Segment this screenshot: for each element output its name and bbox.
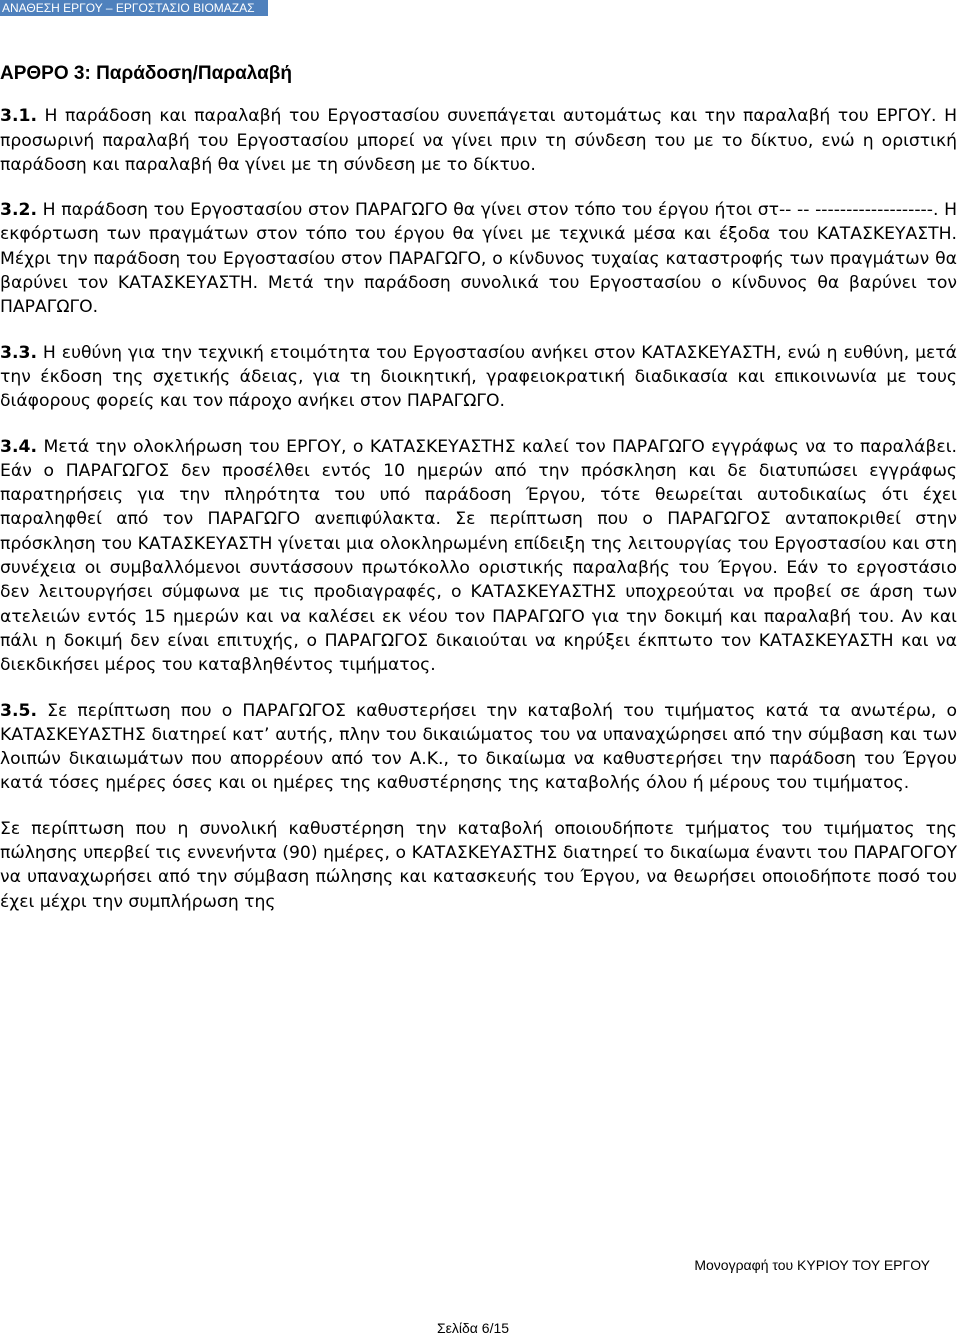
section-3-4 xyxy=(0,435,957,678)
section-text: Σε περίπτωση που ο ΠΑΡΑΓΩΓΟΣ καθυστερήσει την καταβολή του τιμήματος κατά τα ανωτέρω, ο ΚΑΤΑΣΚΕΥΑΣΤΗΣ διατηρεί κατ’ αυτής, πλην του δικαιώματος του να υπαναχώρησει από την σύμβαση και των λοιπών δικαιωμάτων που απορρέουν από τον Α.Κ., το δικαίωμα να καθυστερήσει την παράδοση του Έργου κατά τόσες ημέρες όσες και οι ημέρες της καθυστέρησης της καταβολής όλου ή μέρους του τιμήματος. xyxy=(0,700,957,794)
footer-signature-note: Μονογραφή του ΚΥΡΙΟΥ ΤΟΥ ΕΡΓΟΥ xyxy=(694,1257,930,1273)
section-number: 3.4. xyxy=(0,436,37,457)
section-number: 3.3. xyxy=(0,342,37,363)
page-number: Σελίδα 6/15 xyxy=(437,1320,510,1336)
article-title: ΑΡΘΡΟ 3: Παράδοση/Παραλαβή xyxy=(0,63,292,84)
section-text: Η παράδοση του Εργοστασίου στον ΠΑΡΑΓΩΓΟ θα γίνει στον τόπο του έργου ήτοι στ-- -- -------------------. Η εκφόρτωση των πραγμάτων στον τόπο του έργου θα γίνει με τεχνικά μέσα και έξοδα του ΚΑΤΑΣΚΕΥΑΣΤΗ. Μέχρι την παράδοση του Εργοστασίου στον ΠΑΡΑΓΩΓΟ, ο κίνδυνος τυχαίας καταστροφής των πραγμάτων θα βαρύνει τον ΚΑΤΑΣΚΕΥΑΣΤΗ. Μετά την παράδοση συνολικά του Εργοστασίου ο κίνδυνος θα βαρύνει τον ΠΑΡΑΓΩΓΟ. xyxy=(0,200,957,318)
section-3-1 xyxy=(0,104,957,177)
section-text: Η παράδοση και παραλαβή του Εργοστασίου συνεπάγεται αυτομάτως και την παραλαβή του ΕΡΓΟΥ. Η προσωρινή παραλαβή του Εργοστασίου μπορεί να γίνει πριν τη σύνδεση του με το δίκτυο, ενώ η οριστική παράδοση και παραλαβή θα γίνει με τη σύνδεση με το δίκτυο. xyxy=(0,106,957,175)
section-3-5 xyxy=(0,699,957,796)
section-number: 3.5. xyxy=(0,700,37,721)
document-header-title: ΑΝΑΘΕΣΗ ΕΡΓΟΥ – ΕΡΓΟΣΤΑΣΙΟ ΒΙΟΜΑΖΑΣ xyxy=(0,0,268,16)
section-text: Μετά την ολοκλήρωση του ΕΡΓΟΥ, ο ΚΑΤΑΣΚΕΥΑΣΤΗΣ καλεί τον ΠΑΡΑΓΩΓΟ εγγράφως να το παραλάβει. Εάν ο ΠΑΡΑΓΩΓΟΣ δεν προσέλθει εντός 10 ημερών από την πρόσκληση και δε διατυπώσει εγγράφως παρατηρήσεις για την πληρότητα του υπό παράδοση Έργου, τότε θεωρείται αυτοδικαίως ότι έχει παραληφθεί από τον ΠΑΡΑΓΩΓΟ ανεπιφύλακτα. Σε περίπτωση που ο ΠΑΡΑΓΩΓΟΣ ανταποκριθεί στην πρόσκληση του ΚΑΤΑΣΚΕΥΑΣΤΗ γίνεται μια ολοκληρωμένη επίδειξη της λειτουργίας του Εργοστασίου και στη συνέχεια οι συμβαλλόμενοι συντάσσουν πρωτόκολλο οριστικής παραλαβής του Έργου. Εάν το εργοστάσιο δεν λειτουργήσει σύμφωνα με τις προδιαγραφές, ο ΚΑΤΑΣΚΕΥΑΣΤΗΣ υποχρεούται να προβεί σε άρση των ατελειών εντός 15 ημερών και να καλέσει εκ νέου τον ΠΑΡΑΓΩΓΟ για την δοκιμή και παραλαβή του. Αν και πάλι η δοκιμή δεν είναι επιτυχής, ο ΠΑΡΑΓΩΓΟΣ δικαιούται να κηρύξει έκπτωτο τον ΚΑΤΑΣΚΕΥΑΣΤΗ και να διεκδικήσει μέρος του καταβληθέντος τιμήματος. xyxy=(0,436,957,676)
section-number: 3.1. xyxy=(0,106,37,127)
section-number: 3.2. xyxy=(0,200,37,221)
section-3-3 xyxy=(0,341,957,414)
closing-paragraph: Σε περίπτωση που η συνολική καθυστέρηση την καταβολή οποιουδήποτε τμήματος του τιμήματος της πώλησης υπερβεί τις εννενήντα (90) ημέρες, ο ΚΑΤΑΣΚΕΥΑΣΤΗΣ διατηρεί το δικαίωμα έναντι του ΠΑΡΑΓΟΓΟΥ να υπαναχωρήσει από την σύμβαση πώλησης και κατασκευής του Έργου, να θεωρήσει οποιοδήποτε ποσό του έχει μέχρι την συμπλήρωση της xyxy=(0,818,957,912)
document-body xyxy=(0,62,957,914)
section-text: Η ευθύνη για την τεχνική ετοιμότητα του Εργοστασίου ανήκει στον ΚΑΤΑΣΚΕΥΑΣΤΗ, ενώ η ευθύνη, μετά την έκδοση της σχετικής άδειας, για τη διοικητική, γραφειοκρατική διαδικασία και επικοινωνία με τους διάφορους φορείς και τον πάροχο ανήκει στον ΠΑΡΑΓΩΓΟ. xyxy=(0,342,957,412)
section-3-2 xyxy=(0,198,957,319)
